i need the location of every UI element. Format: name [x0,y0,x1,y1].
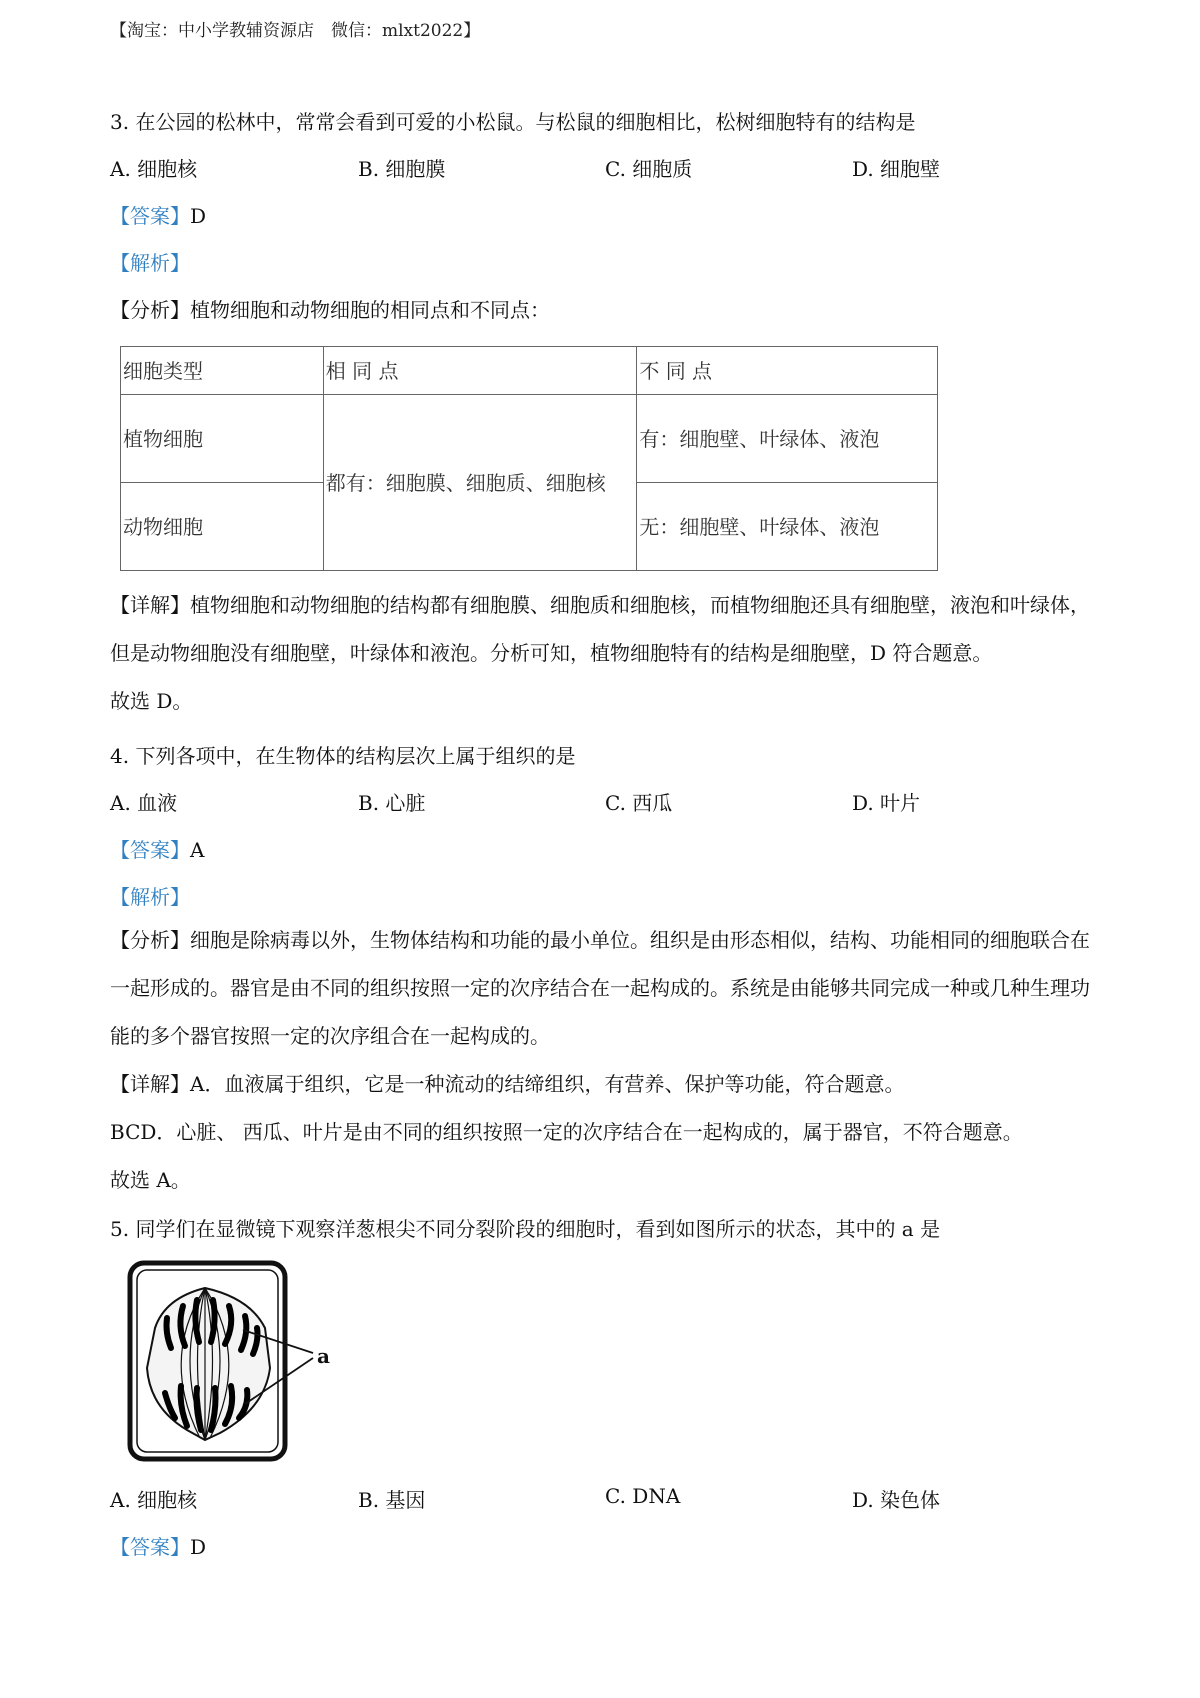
q5-option-c: C. DNA [605,1484,681,1508]
q3-jiexi-line [110,247,190,276]
table-row-plant [121,395,938,483]
q3-detail-text: 植物细胞和动物细胞的结构都有细胞膜、细胞质和细胞核，而植物细胞还具有细胞壁，液泡和叶绿体，但是动物细胞没有细胞壁，叶绿体和液泡。分析可知，植物细胞特有的结构是细胞壁，D 符合题意。 [110,593,1090,665]
q3-detail-tag: 【详解】 [110,593,190,617]
table-header-cell-type: 细胞类型 [121,347,324,395]
table-header-difference: 不 同 点 [637,347,938,395]
q4-answer-line [110,834,204,863]
q4-option-d: D. 叶片 [852,791,921,815]
q4-analysis-text: 细胞是除病毒以外，生物体结构和功能的最小单位。组织是由形态相似，结构、功能相同的细胞联合在一起形成的。器官是由不同的组织按照一定的次序结合在一起构成的。系统是由能够共同完成一种或几种生理功能的多个器官按照一定的次序组合在一起构成的。 [110,928,1090,1048]
q3-analysis-tag: 【分析】 [110,298,190,322]
q4-choose: 故选 A。 [110,1168,191,1192]
q4-option-a: A. 血液 [110,791,178,815]
q3-answer-tag: 【答案】 [110,204,190,228]
q5-option-b: B. 基因 [358,1488,426,1512]
q4-detail-tag: 【详解】 [110,1072,190,1096]
q4-option-b: B. 心脏 [358,791,426,815]
table-cell-common: 都有：细胞膜、细胞质、细胞核 [323,395,637,571]
q5-answer-tag: 【答案】 [110,1535,190,1559]
table-header-row [121,347,938,395]
q4-answer: A [190,838,205,862]
table-cell-plant: 植物细胞 [121,395,324,483]
table-cell-animal: 动物细胞 [121,483,324,571]
q3-detail [110,581,1100,725]
q4-option-c: C. 西瓜 [605,791,673,815]
q3-option-a: A. 细胞核 [110,157,198,181]
q4-detail-text: A．血液属于组织，它是一种流动的结缔组织，有营养、保护等功能，符合题意。 [190,1072,905,1096]
q5-answer-line [110,1531,206,1560]
cell-division-figure [125,1258,375,1468]
q3-option-d: D. 细胞壁 [852,157,941,181]
q3-choose: 故选 D。 [110,689,193,713]
q4-jiexi-tag: 【解析】 [110,885,190,909]
table-header-common: 相 同 点 [323,347,637,395]
q3-stem: 3. 在公园的松林中，常常会看到可爱的小松鼠。与松鼠的细胞相比，松树细胞特有的结构是 [110,110,916,134]
q4-detail2: BCD．心脏、 西瓜、叶片是由不同的组织按照一定的次序结合在一起构成的，属于器官，不符合题意。 [110,1120,1023,1144]
q3-option-b: B. 细胞膜 [358,157,446,181]
q3-answer-line [110,200,206,229]
q5-option-a: A. 细胞核 [110,1488,198,1512]
q3-jiexi-tag: 【解析】 [110,251,190,275]
q5-option-d: D. 染色体 [852,1488,941,1512]
q4-jiexi-line [110,881,190,910]
q4-analysis-tag: 【分析】 [110,928,190,952]
q3-analysis: 植物细胞和动物细胞的相同点和不同点： [190,298,550,322]
q4-answer-tag: 【答案】 [110,838,190,862]
cell-comparison-table [120,346,938,571]
q3-analysis-line [110,294,550,323]
anaphase-cell-diagram [125,1258,375,1468]
page-header: 【淘宝：中小学教辅资源店 微信：mlxt2022】 [110,21,481,41]
table-cell-plant-difference: 有：细胞壁、叶绿体、液泡 [637,395,938,483]
figure-label-a: a [317,1344,330,1368]
q4-stem: 4. 下列各项中，在生物体的结构层次上属于组织的是 [110,744,576,768]
q5-answer: D [190,1535,207,1559]
q3-option-c: C. 细胞质 [605,157,693,181]
q5-stem: 5. 同学们在显微镜下观察洋葱根尖不同分裂阶段的细胞时，看到如图所示的状态，其中的 a 是 [110,1217,941,1241]
q3-answer: D [190,204,207,228]
q4-analysis [110,916,1100,1204]
table-cell-animal-difference: 无：细胞壁、叶绿体、液泡 [637,483,938,571]
